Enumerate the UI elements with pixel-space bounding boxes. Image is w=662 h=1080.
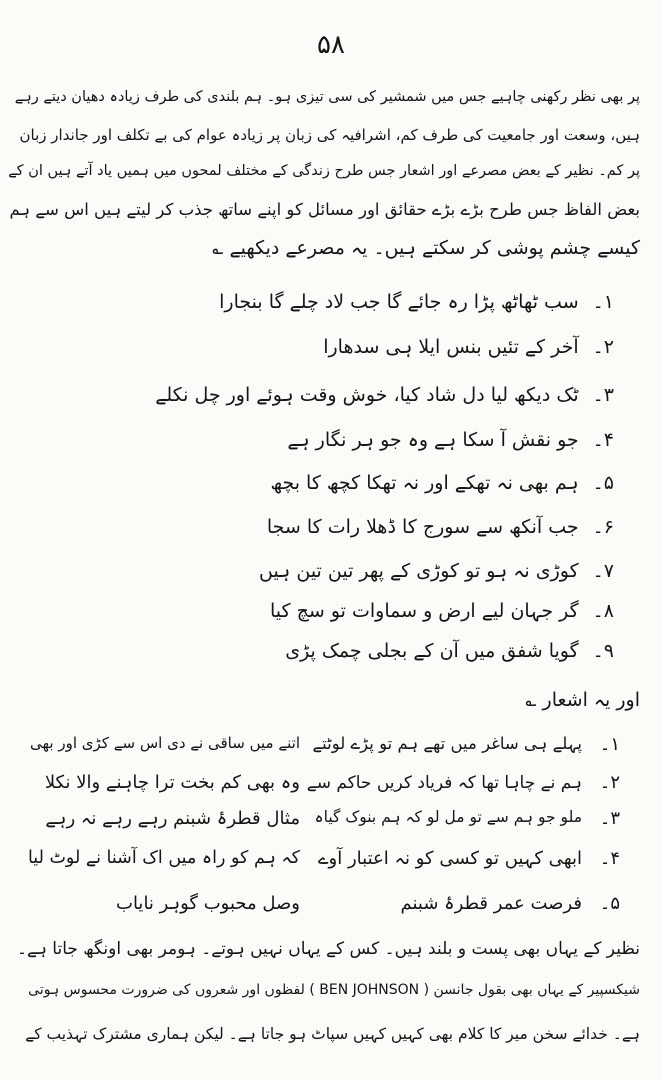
paragraph-line: کیسے چشم پوشی کر سکتے ہیں۔ یہ مصرعے دیکھیے ؎ — [212, 237, 640, 259]
paragraph-line: ہیں، وسعت اور جامعیت کی طرف کم، اشرافیہ کی زبان پر زیادہ عوام کی بے تکلف اور جاندار زبان — [19, 126, 640, 144]
paragraph-line: پر کم۔ نظیر کے بعض مصرعے اور اشعار جس طرح زندگی کے مختلف لمحوں میں ہمیں یاد آتے ہیں ان کے — [8, 163, 640, 179]
couplet — [20, 772, 620, 804]
verse-number: ۱۔ — [592, 291, 614, 313]
second-hemistich: مثال قطرۂ شبنم رہے رہے نہ رہے — [45, 808, 300, 829]
second-hemistich: وصل محبوب گوہر نایاب — [116, 893, 300, 914]
couplet — [20, 734, 620, 766]
verse-number: ۶۔ — [592, 516, 614, 538]
second-hemistich: وہ بھی کم بخت ترا چاہنے والا نکلا — [44, 772, 300, 793]
verse-number: ۳۔ — [592, 384, 614, 406]
paragraph-line: ہے۔ خدائے سخن میر کا کلام بھی کہیں کہیں سپاٹ ہو جاتا ہے۔ لیکن ہماری مشترک تہذیب کے — [25, 1025, 640, 1043]
verse-text: گویا شفق میں آن کے بجلی چمک پڑی — [285, 640, 579, 662]
verse-text: جو نقش آ سکا ہے وہ جو ہر نگار ہے — [287, 429, 579, 451]
verse-text: ٹک دیکھ لیا دل شاد کیا، خوش وقت ہوئے اور چل نکلے — [155, 384, 579, 406]
verse-text: سب ٹھاٹھ پڑا رہ جائے گا جب لاد چلے گا بنجارا — [219, 291, 579, 313]
first-hemistich: ہم نے چاہا تھا کہ فریاد کریں حاکم سے — [306, 773, 582, 793]
section-heading: اور یہ اشعار ؎ — [525, 689, 640, 711]
couplet-number: ۳۔ — [599, 808, 620, 829]
paragraph-line: بعض الفاظ جس طرح بڑے بڑے حقائق اور مسائل کو اپنے ساتھ جذب کر لیتے ہیں اس سے ہم — [9, 200, 640, 219]
first-hemistich: ابھی کہیں تو کسی کو نہ اعتبار آوے — [318, 848, 582, 869]
couplet-number: ۵۔ — [599, 893, 620, 914]
first-hemistich: ملو جو ہم سے تو مل لو کہ ہم بنوک گیاہ — [314, 808, 582, 826]
verse-line — [270, 473, 614, 494]
second-hemistich: کہ ہم کو راہ میں اک آشنا نے لوٹ لیا — [27, 848, 300, 868]
verse-number: ۹۔ — [592, 640, 614, 662]
verse-line — [155, 385, 614, 406]
verse-line — [259, 561, 614, 582]
verse-text: ہم بھی نہ تھکے اور نہ تھکا کچھ کا بچھ — [270, 472, 579, 494]
verse-number: ۸۔ — [592, 600, 614, 622]
verse-line — [267, 517, 614, 538]
verse-line — [323, 337, 614, 358]
couplet-number: ۱۔ — [599, 734, 620, 755]
verse-text: گر جہان لیے ارض و سماوات تو سچ کیا — [270, 600, 579, 622]
page-number: ۵۸ — [317, 30, 345, 60]
first-hemistich: فرصت عمر قطرۂ شبنم — [400, 893, 582, 914]
couplet-number: ۲۔ — [599, 772, 620, 793]
verse-number: ۷۔ — [592, 560, 614, 582]
verse-line — [285, 641, 614, 662]
couplet — [20, 893, 620, 925]
paragraph-line: نظیر کے یہاں بھی پست و بلند ہیں۔ کس کے یہاں نہیں ہوتے۔ ہومر بھی اونگھ جاتا ہے۔ — [17, 939, 640, 959]
paragraph-line: شیکسپیر کے یہاں بھی بقول جانسن ( BEN JOHNSON ) لفظوں اور شعروں کی ضرورت محسوس ہوتی — [28, 982, 640, 998]
verse-number: ۵۔ — [592, 472, 614, 494]
paragraph-line: پر بھی نظر رکھنی چاہیے جس میں شمشیر کی سی تیزی ہو۔ ہم بلندی کی طرف زیادہ دھیان دیتے رہے — [14, 89, 640, 105]
verse-text: آخر کے تئیں بنس ایلا ہی سدھارا — [323, 336, 579, 358]
verse-line — [219, 292, 614, 313]
couplet-number: ۴۔ — [599, 848, 620, 869]
verse-text: جب آنکھ سے سورج کا ڈھلا رات کا سجا — [266, 516, 579, 538]
verse-line — [270, 601, 614, 622]
verse-number: ۲۔ — [592, 336, 614, 358]
second-hemistich: اتنے میں ساقی نے دی اس سے کڑی اور بھی — [30, 734, 300, 752]
verse-number: ۴۔ — [592, 429, 614, 451]
couplet — [20, 848, 620, 880]
couplet — [20, 808, 620, 840]
verse-line — [287, 430, 614, 451]
verse-text: کوڑی نہ ہو تو کوڑی کے پھر تین تین ہیں — [258, 560, 579, 582]
first-hemistich: پہلے ہی ساغر میں تھے ہم تو پڑے لوٹتے — [312, 734, 582, 753]
